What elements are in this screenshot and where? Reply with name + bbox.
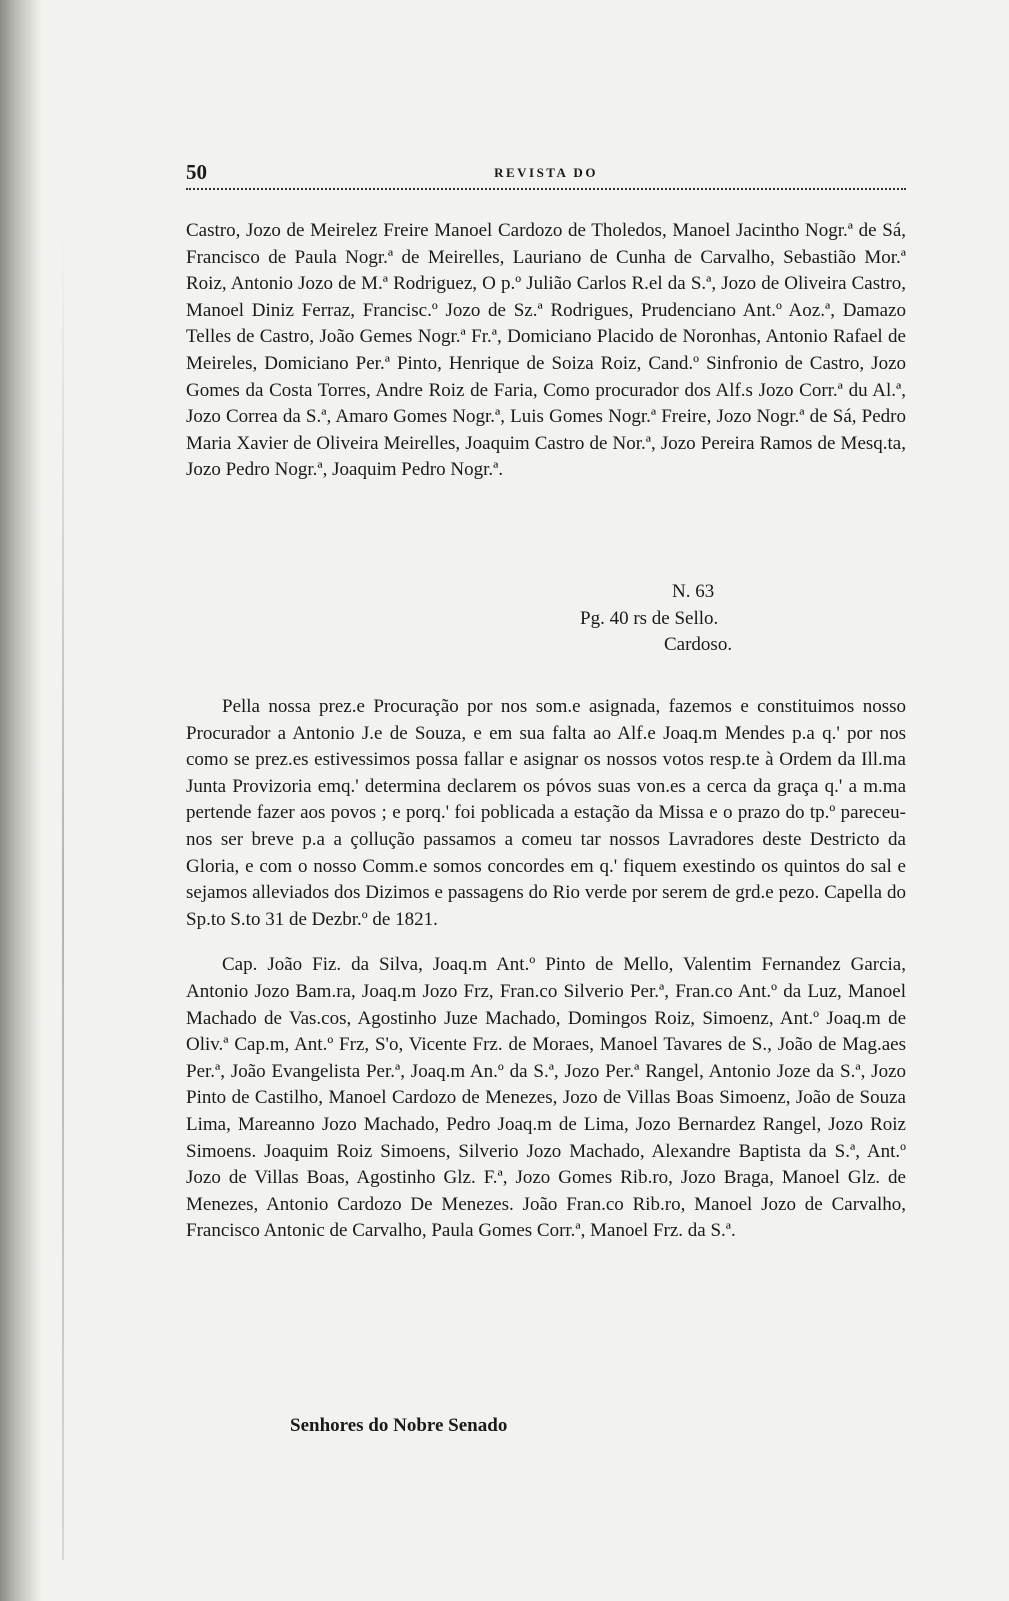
gutter-shadow: [62, 230, 64, 1560]
book-binding-shadow: [0, 0, 42, 1601]
paragraph-1-text: Castro, Jozo de Meirelez Freire Manoel Cardozo de Tholedos, Manoel Jacintho Nogr.ª de Sá, Francisco de Paula Nogr.ª de Meirelles, Lauriano de Cunha de Carvalho, Sebastião Mor.ª Roiz, Antonio Jozo de M.ª Rodriguez, O p.º Julião Carlos R.el da S.ª, Jozo de Oliveira Castro, Manoel Diniz Ferraz, Francisc.º Jozo de Sz.ª Rodrigues, Prudenciano Ant.º Aoz.ª, Damazo Telles de Castro, João Gemes Nogr.ª Fr.ª, Domiciano Placido de Noronhas, Antonio Rafael de Meireles, Domiciano Per.ª Pinto, Henrique de Soiza Roiz, Cand.º Sinfronio de Castro, Jozo Gomes da Costa Torres, Andre Roiz de Faria, Como procurador dos Alf.s Jozo Corr.ª du Al.ª, Jozo Correa da S.ª, Amaro Gomes Nogr.ª, Luis Gomes Nogr.ª Freire, Jozo Nogr.ª de Sá, Pedro Maria Xavier de Oliveira Meirelles, Joaquim Castro de Nor.ª, Jozo Pereira Ramos de Mesq.ta, Jozo Pedro Nogr.ª, Joaquim Pedro Nogr.ª.: [186, 220, 906, 481]
closing-salutation: Senhores do Nobre Senado: [290, 1415, 508, 1436]
notary-fee: Pg. 40 rs de Sello.: [580, 607, 719, 629]
paragraph-2-text: Pella nossa prez.e Procuração por nos som.e asignada, fazemos e constituimos nosso Procurador a Antonio J.e de Souza, e em sua falta ao Alf.e Joaq.m Mendes p.a q.' por nos como se prez.es estivessimos possa fallar e asignar os nossos votos resp.te à Ordem da Ill.ma Junta Provizoria emq.' determina declarem os póvos suas von.es a cerca da graça q.' a m.ma pertende fazer aos povos ; e porq.' foi poblicada a estação da Missa e o prazo do tp.º pareceu-nos ser breve p.a a çollução passamos a comeu tar nossos Lavradores deste Destricto da Gloria, e com o nosso Comm.e somos concordes em q.' fiquem exestindo os quintos do sal e sejamos alleviados dos Dizimos e passagens do Rio verde por serem de grd.e pezo. Capella do Sp.to S.to 31 de Dezbr.º de 1821.: [186, 696, 906, 930]
notary-number: N. 63: [672, 581, 715, 602]
paragraph-3-text: Cap. João Fiz. da Silva, Joaq.m Ant.º Pinto de Mello, Valentim Fernandez Garcia, Antonio Jozo Bam.ra, Joaq.m Jozo Frz, Fran.co Silverio Per.ª, Fran.co Ant.º da Luz, Manoel Machado de Vas.cos, Agostinho Juze Machado, Domingos Roiz, Simoenz, Ant.º Joaq.m de Oliv.ª Cap.m, Ant.º Frz, S'o, Vicente Frz. de Moraes, Manoel Tavares de S., João de Mag.aes Per.ª, João Evangelista Per.ª, Joaq.m An.º da S.ª, Jozo Per.ª Rangel, Antonio Joze da S.ª, Jozo Pinto de Castilho, Manoel Cardozo de Menezes, Jozo de Villas Boas Simoenz, João de Souza Lima, Mareanno Jozo Machado, Pedro Joaq.m de Lima, Jozo Bernardez Rangel, Jozo Roiz Simoens. Joaquim Roiz Simoens, Silverio Jozo Machado, Alexandre Baptista da S.ª, Ant.º Jozo de Villas Boas, Agostinho Glz. F.ª, Jozo Gomes Rib.ro, Jozo Braga, Manoel Glz. de Menezes, Antonio Cardozo De Menezes. João Fran.co Rib.ro, Manoel Jozo de Carvalho, Francisco Antonic de Carvalho, Paula Gomes Corr.ª, Manoel Frz. da S.ª.: [186, 954, 906, 1242]
running-head: REVISTA DO: [494, 165, 598, 180]
procuration-section: [186, 675, 906, 1264]
notary-name: Cardoso.: [664, 634, 733, 656]
page-number: 50: [186, 160, 207, 184]
notary-note: [580, 579, 820, 659]
header-rule: [186, 188, 906, 190]
paragraph-signatories-1: [186, 218, 906, 484]
page-header: [186, 160, 906, 184]
